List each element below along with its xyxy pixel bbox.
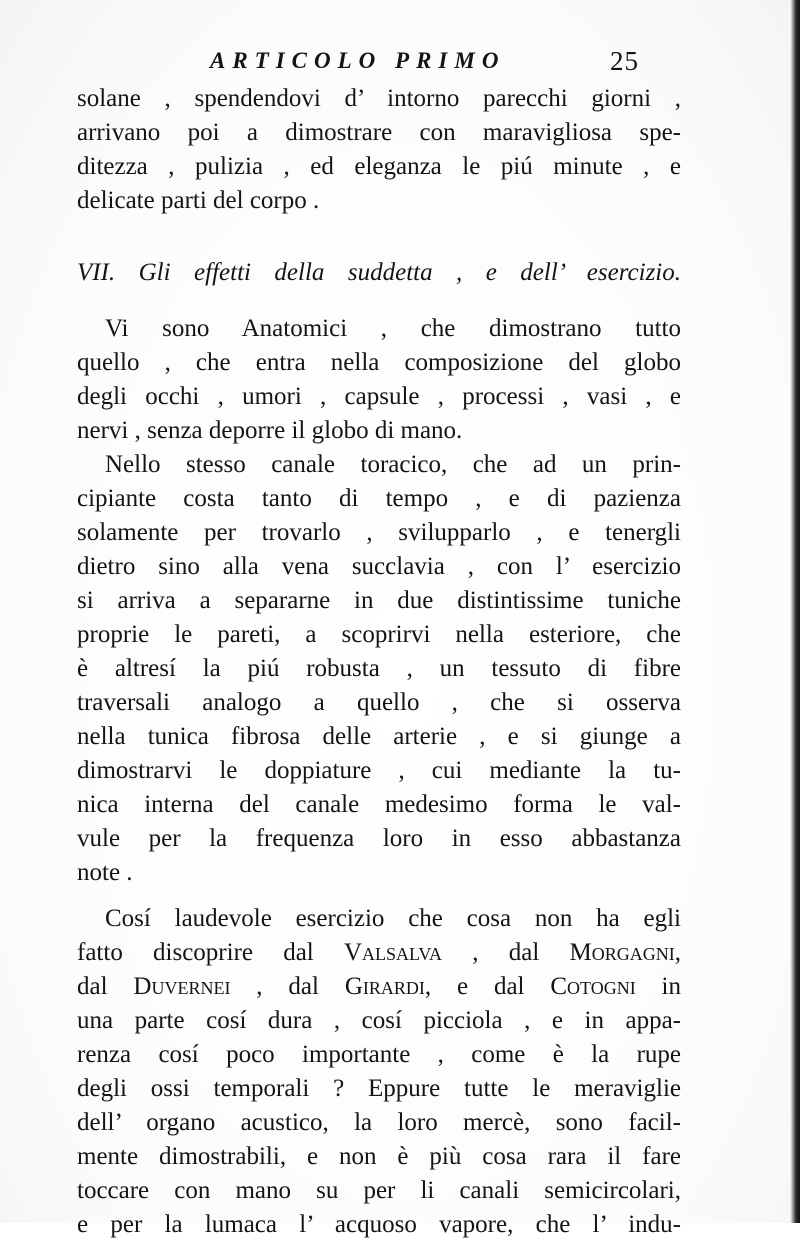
text-line: traversali analogo a quello , che si osserva — [77, 689, 681, 716]
text-line: dietro sino alla vena succlavia , con l’ esercizio — [77, 553, 681, 580]
text-line: è altresí la piú robusta , un tessuto di fibre — [77, 655, 681, 682]
person-name: Girardi — [344, 973, 425, 1000]
person-name: Valsalva — [343, 939, 443, 966]
text-line: delicate parti del corpo . — [77, 187, 320, 214]
text-line: proprie le pareti, a scoprirvi nella esteriore, che — [77, 621, 681, 648]
paragraph-top — [77, 82, 681, 218]
text-line: renza cosí poco importante , come è la rupe — [77, 1041, 681, 1068]
page-number: 25 — [610, 46, 639, 76]
text-line: dimostrarvi le doppiature , cui mediante la tu- — [77, 757, 681, 784]
text-run: , — [674, 939, 681, 966]
paragraph-gap — [77, 890, 681, 902]
text-line: solane , spendendovi d’ intorno parecchi giorni , — [77, 85, 681, 112]
text-line: Vi sono Anatomici , che dimostrano tutto — [105, 315, 681, 342]
text-run: fatto discoprire dal — [77, 939, 344, 966]
page-body — [77, 82, 681, 1242]
text-line: Cosí laudevole esercizio che cosa non ha egli — [105, 905, 681, 932]
text-line: ditezza , pulizia , ed eleganza le piú minute , e — [77, 153, 681, 180]
text-line: una parte cosí dura , cosí picciola , e in appa- — [77, 1007, 681, 1034]
paragraph-2 — [77, 448, 681, 890]
text-run: , dal — [230, 973, 345, 1000]
text-line: arrivano poi a dimostrare con maravigliosa spe- — [77, 119, 681, 146]
text-line: e per la lumaca l’ acquoso vapore, che l’ indu- — [77, 1211, 681, 1238]
page-header — [0, 46, 800, 80]
text-line: quello , che entra nella composizione del globo — [77, 349, 681, 376]
person-name: Morgagni — [569, 939, 675, 966]
text-run: , e dal — [424, 973, 551, 1000]
paragraph-3 — [77, 902, 681, 1242]
text-line: degli ossi temporali ? Eppure tutte le meraviglie — [77, 1075, 681, 1102]
text-run: , dal — [442, 939, 570, 966]
text-run: in — [635, 973, 682, 1000]
paragraph-1 — [77, 312, 681, 448]
text-line: cipiante costa tanto di tempo , e di pazienza — [77, 485, 681, 512]
text-line — [77, 970, 681, 1004]
text-line: note . — [77, 859, 133, 886]
text-line: nella tunica fibrosa delle arterie , e si giunge a — [77, 723, 681, 750]
text-line: Nello stesso canale toracico, che ad un prin- — [105, 451, 681, 478]
text-line: vule per la frequenza loro in esso abbastanza — [77, 825, 681, 852]
running-head: ARTICOLO PRIMO — [210, 48, 506, 73]
text-line: dell’ organo acustico, la loro mercè, sono facil- — [77, 1109, 681, 1136]
text-line: mente dimostrabili, e non è più cosa rara il fare — [77, 1143, 681, 1170]
text-line: si arriva a separarne in due distintissime tuniche — [77, 587, 681, 614]
text-line: degli occhi , umori , capsule , processi , vasi , e — [77, 383, 681, 410]
text-line: nica interna del canale medesimo forma le val- — [77, 791, 681, 818]
page-edge-shadow — [790, 0, 800, 1223]
section-heading: VII. Gli effetti della suddetta , e dell’ esercizio. — [77, 259, 681, 286]
person-name: Duvernei — [133, 973, 231, 1000]
text-line: toccare con mano su per li canali semicircolari, — [77, 1177, 681, 1204]
text-line: nervi , senza deporre il globo di mano. — [77, 417, 463, 444]
text-line — [77, 936, 681, 970]
person-name: Cotogni — [550, 973, 636, 1000]
text-run: dal — [77, 973, 134, 1000]
text-line: solamente per trovarlo , svilupparlo , e tenergli — [77, 519, 681, 546]
